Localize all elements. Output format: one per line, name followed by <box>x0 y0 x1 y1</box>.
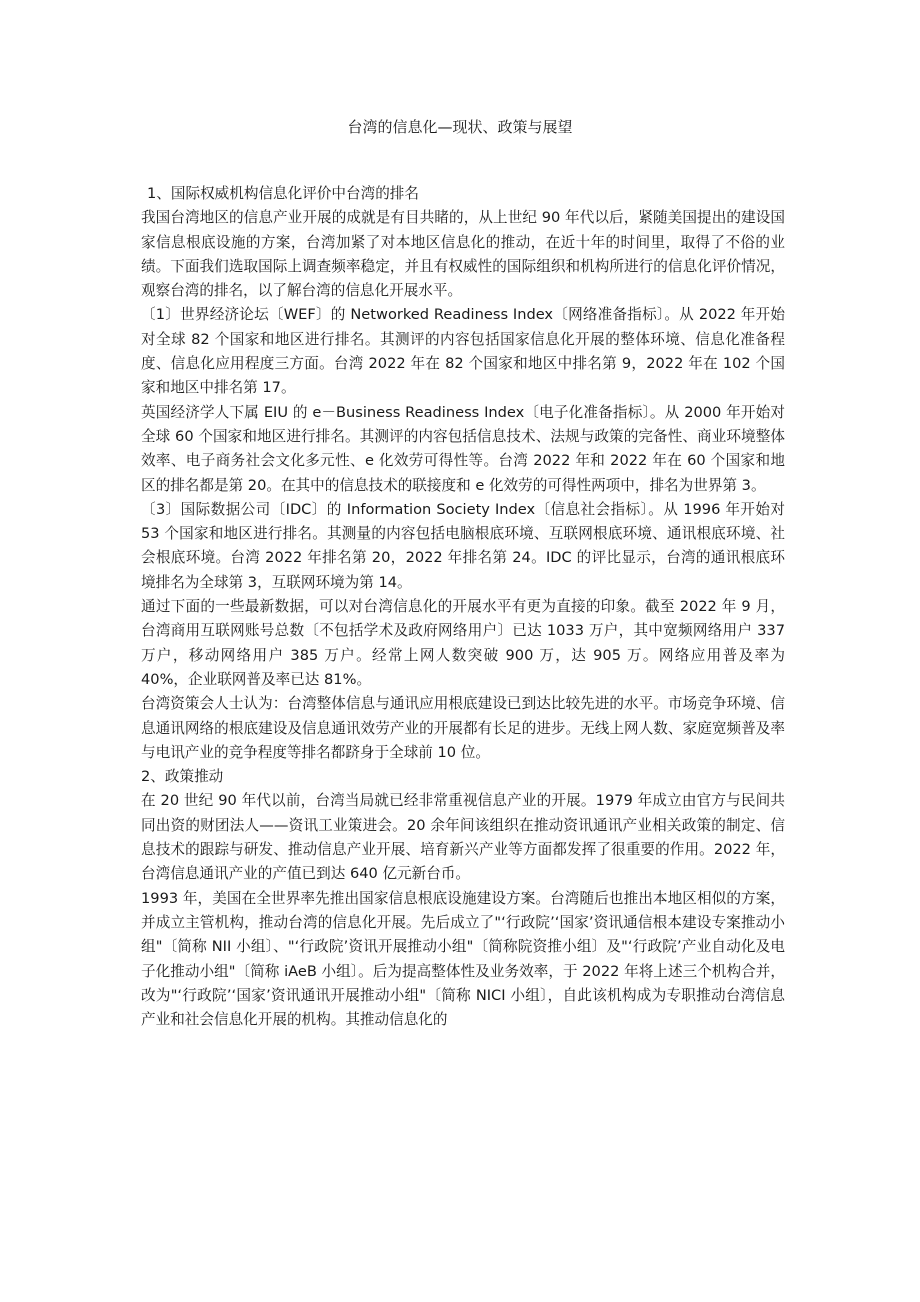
paragraph: 英国经济学人下属 EIU 的 e－Business Readiness Index〔电子化准备指标〕。从 2000 年开始对全球 60 个国家和地区进行排名。其测评的内容包括信息技术、法规与政策的完备性、商业环境整体效率、电子商务社会文化多元性、e 化效劳可得性等。台湾 2022 年和 2022 年在 60 个国家和地区的排名都是第 20。在其中的信息技术的联接度和 e 化效劳的可得性两项中，排名为世界第 3。 <box>141 403 785 494</box>
section-heading-1: 1、国际权威机构信息化评价中台湾的排名 <box>147 185 419 202</box>
paragraph: 通过下面的一些最新数据，可以对台湾信息化的开展水平有更为直接的印象。截至 2022 年 9 月，台湾商用互联网账号总数〔不包括学术及政府网络用户〕已达 1033 万户，其中宽频网络用户 337 万户，移动网络用户 385 万户。经常上网人数突破 900 万，达 905 万。网络应用普及率为 40%，企业联网普及率已达 81%。 <box>141 598 785 688</box>
paragraph: 在 20 世纪 90 年代以前，台湾当局就已经非常重视信息产业的开展。1979 年成立由官方与民间共同出资的财团法人——资讯工业策进会。20 余年间该组织在推动资讯通讯产业相关政策的制定、信息技术的跟踪与研发、推动信息产业开展、培育新兴产业等方面都发挥了很重要的作用。2022 年，台湾信息通讯产业的产值已到达 640 亿元新台币。 <box>141 792 785 883</box>
paragraph: 〔1〕世界经济论坛〔WEF〕的 Networked Readiness Index〔网络准备指标〕。从 2022 年开始对全球 82 个国家和地区进行排名。其测评的内容包括国家信息化开展的整体环境、信息化准备程度、信息化应用程度三方面。台湾 2022 年在 82 个国家和地区中排名第 9，2022 年在 102 个国家和地区中排名第 17。 <box>141 306 785 397</box>
paragraph: 1993 年，美国在全世界率先推出国家信息根底设施建设方案。台湾随后也推出本地区相似的方案，并成立主管机构，推动台湾的信息化开展。先后成立了"‘行政院’‘国家’资讯通信根本建设专案推动小组"〔简称 NII 小组〕、"‘行政院’资讯开展推动小组"〔简称院资推小组〕及"‘行政院’产业自动化及电子化推动小组"〔简称 iAeB 小组〕。后为提高整体性及业务效率，于 2022 年将上述三个机构合并，改为"‘行政院’‘国家’资讯通讯开展推动小组"〔简称 NICI 小组〕，自此该机构成为专职推动台湾信息产业和社会信息化开展的机构。其推动信息化的 <box>141 889 785 1029</box>
paragraph: 〔3〕国际数据公司〔IDC〕的 Information Society Index〔信息社会指标〕。从 1996 年开始对 53 个国家和地区进行排名。其测量的内容包括电脑根底环境、互联网根底环境、通讯根底环境、社会根底环境。台湾 2022 年排名第 20，2022 年排名第 24。IDC 的评比显示，台湾的通讯根底环境排名为全球第 3，互联网环境为第 14。 <box>141 500 785 591</box>
paragraph: 台湾资策会人士认为：台湾整体信息与通讯应用根底建设已到达比较先进的水平。市场竞争环境、信息通讯网络的根底建设及信息通讯效劳产业的开展都有长足的进步。无线上网人数、家庭宽频普及率与电讯产业的竞争程度等排名都跻身于全球前 10 位。 <box>141 695 785 761</box>
paragraph: 我国台湾地区的信息产业开展的成就是有目共睹的，从上世纪 90 年代以后，紧随美国提出的建设国家信息根底设施的方案，台湾加紧了对本地区信息化的推动，在近十年的时间里，取得了不俗的业绩。下面我们选取国际上调查频率稳定，并且有权威性的国际组织和机构所进行的信息化评价情况，观察台湾的排名，以了解台湾的信息化开展水平。 <box>141 209 785 300</box>
section-heading-2: 2、政策推动 <box>141 768 224 786</box>
document-title: 台湾的信息化—现状、政策与展望 <box>347 118 573 136</box>
document-body <box>141 182 785 1032</box>
